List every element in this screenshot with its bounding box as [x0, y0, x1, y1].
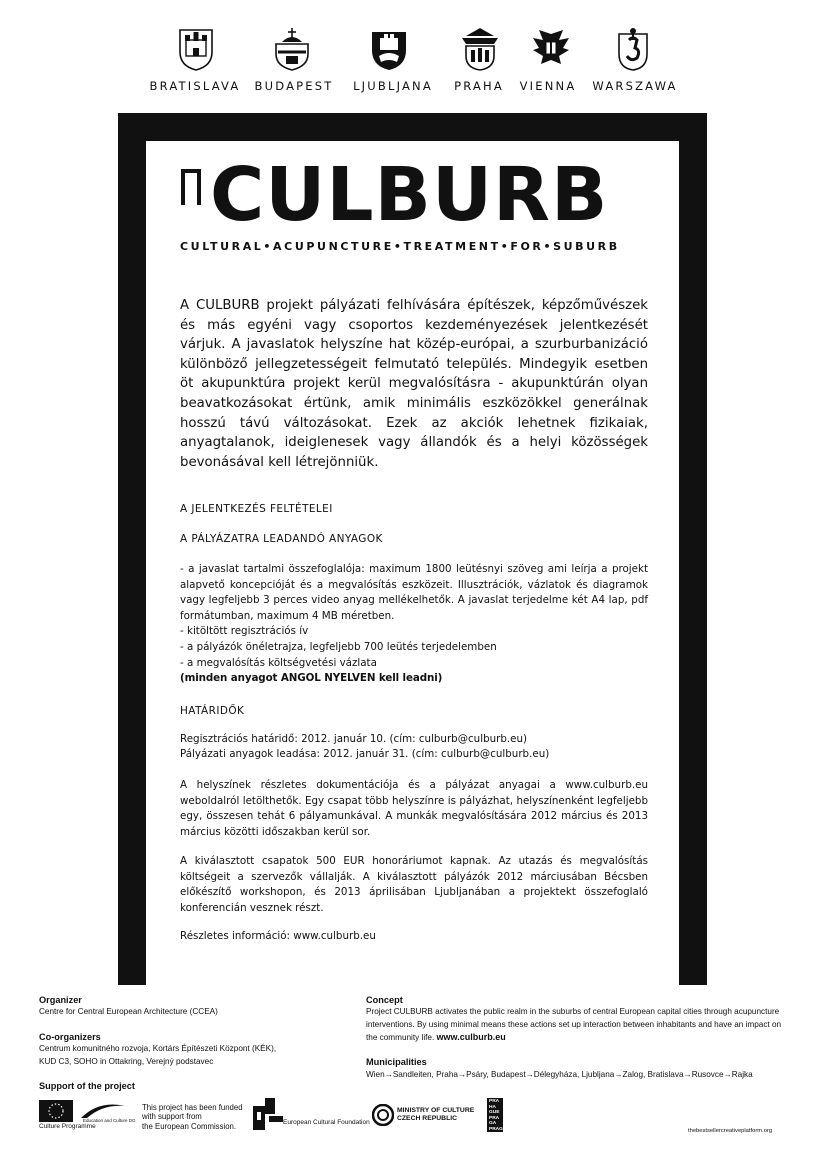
- ministry-label: [397, 1107, 474, 1123]
- city-label-vienna: VIENNA: [519, 79, 577, 93]
- ecf-logo-icon: [253, 1098, 283, 1130]
- eu-culture-logo: [39, 1096, 136, 1134]
- city-label-budapest: BUDAPEST: [254, 79, 334, 93]
- list-item: - a javaslat tartalmi összefoglalója: maximum 1800 leütésnyi szöveg ami leírja a projekt alapvető koncepcióját és a megvalósítás eszközeit. Illusztrációk, vázlatok és diagramok vagy legfeljebb 3 perces video anyag mellékelhetők. A javaslat terjedelme két A4 lap, pdf formátumban, maximum 4 MB méretben.: [180, 563, 648, 622]
- prague-logo-line: GA: [489, 1121, 497, 1127]
- ministry-line-2: CZECH REPUBLIC: [397, 1115, 458, 1122]
- prague-logo-line: PRA: [489, 1099, 500, 1104]
- coorganizers-title: Co-organizers: [39, 1032, 101, 1042]
- concept-link[interactable]: www.culburb.eu: [436, 1032, 506, 1043]
- list-item: - a megvalósítás költségvetési vázlata: [180, 656, 377, 669]
- city-label-bratislava: BRATISLAVA: [149, 79, 241, 93]
- prague-logo: [487, 1098, 503, 1132]
- more-info: Részletes információ: www.culburb.eu: [180, 930, 376, 942]
- funded-notice: [142, 1103, 243, 1131]
- ecf-label: European Cultural Foundation: [283, 1119, 370, 1126]
- concept-title: Concept: [366, 995, 403, 1005]
- prague-logo-line: PRAG: [489, 1126, 503, 1132]
- list-item: - kitöltött regisztrációs ív: [180, 625, 309, 638]
- praha-crest: [460, 26, 500, 72]
- culburb-tagline: CULTURAL•ACUPUNCTURE•TREATMENT•FOR•SUBURB: [180, 240, 620, 253]
- budapest-crest: [272, 26, 312, 72]
- funded-line-3: the European Commission.: [142, 1121, 237, 1131]
- prague-logo-line: PRA: [489, 1115, 500, 1121]
- deadlines-heading: HATÁRIDŐK: [180, 705, 245, 717]
- concept-text: [366, 1006, 788, 1045]
- list-item: - a pályázók önéletrajza, legfeljebb 700 leütés terjedelemben: [180, 640, 497, 653]
- coorganizers-line-1: Centrum komunitného rozvoja, Kortárs Építészeti Központ (KÉK),: [39, 1044, 277, 1053]
- materials-note: (minden anyagot ANGOL NYELVEN kell leadni): [180, 672, 443, 685]
- funded-line-2: with support from: [142, 1112, 202, 1122]
- intro-paragraph: A CULBURB projekt pályázati felhívására építészek, képzőművészek és más egyéni vagy csoportos kezdeményezések jelentkezését várjuk. A javaslatok helyszíne hat közép-európai, a szurburbanizáció különböző jellegzetességeit felmutató település. Mindegyik esetben öt akupunktúra projekt kerül megvalósításra - akupunktúrán olyan beavatkozásokat értünk, amik minimális eszközökkel generálnak hosszú távú változásokat. Ezek az akciók lehetnek fizikaiak, anyagtalanok, ideiglenesek vagy állandók és a helyi közösségek bevonásával kell létrejönniük.: [180, 298, 648, 470]
- eu-flag-icon: [39, 1100, 73, 1122]
- culburb-logo: CULBURB: [210, 152, 609, 238]
- materials-heading: A PÁLYÁZATRA LEADANDÓ ANYAGOK: [180, 533, 383, 545]
- documentation-paragraph: A helyszínek részletes dokumentációja és a pályázat anyagai a www.culburb.eu weboldalról letölthetők. Egy csapat több helyszínre is pályázhat, helyszínenként legfeljebb egy, összesen tehát 6 pályamunkával. A munkák megvalósítására 2012 március és 2013 március közötti időszakban kerül sor.: [180, 779, 648, 838]
- ministry-line-1: MINISTRY OF CULTURE: [397, 1107, 475, 1114]
- materials-list: [180, 562, 648, 687]
- municipalities-text: Wien→Sandleiten, Praha→Psáry, Budapest→Délegyháza, Ljubljana→Zalog, Bratislava→Rusovce→Rajka: [366, 1070, 753, 1079]
- organizer-text: Centre for Central European Architecture (CCEA): [39, 1007, 218, 1016]
- support-title: Support of the project: [39, 1081, 135, 1091]
- vienna-crest: [531, 26, 571, 72]
- concept-body: Project CULBURB activates the public realm in the suburbs of central European capital cities through acupuncture interventions. By using minimal means these actions set up interaction between inhabitants and have an impact on the community life.: [366, 1007, 782, 1043]
- deadline-submission: Pályázati anyagok leadása: 2012. január 31. (cím: culburb@culburb.eu): [180, 748, 550, 760]
- deadline-registration: Regisztrációs határidő: 2012. január 10. (cím: culburb@culburb.eu): [180, 733, 528, 745]
- city-label-praha: PRAHA: [454, 79, 504, 93]
- coorganizers-line-2: KUD C3, SOHO in Ottakring, Verejný podstavec: [39, 1057, 214, 1066]
- funded-line-1: This project has been funded: [142, 1103, 243, 1112]
- ljubljana-crest: [369, 26, 409, 72]
- ministry-logo-icon: [372, 1104, 394, 1126]
- edu-culture-label: Education and Culture DG: [83, 1118, 136, 1123]
- bratislava-crest: [176, 26, 216, 72]
- culture-programme-label: Culture Programme: [39, 1123, 96, 1130]
- culburb-logo-mark-icon: [181, 167, 201, 205]
- warszawa-crest: [613, 26, 653, 72]
- conditions-heading: A JELENTKEZÉS FELTÉTELEI: [180, 503, 333, 515]
- city-label-ljubljana: LJUBLJANA: [353, 79, 433, 93]
- prague-logo-line: HA: [489, 1104, 496, 1110]
- credit-link[interactable]: thebestsellercreativeplatform.org: [688, 1128, 773, 1134]
- organizer-title: Organizer: [39, 995, 82, 1005]
- city-label-warszawa: WARSZAWA: [592, 79, 678, 93]
- municipalities-title: Municipalities: [366, 1057, 427, 1067]
- prague-logo-line: GUE: [489, 1110, 500, 1116]
- fee-paragraph: A kiválasztott csapatok 500 EUR honoráriumot kapnak. Az utazás és megvalósítás költségeit a szervezők vállalják. A kiválasztott pályázók 2012 márciusában Bécsben előkészítő workshopon, és 2013 áprilisában Ljubljanában a projektekt összefoglaló konferencián vesznek részt.: [180, 855, 648, 914]
